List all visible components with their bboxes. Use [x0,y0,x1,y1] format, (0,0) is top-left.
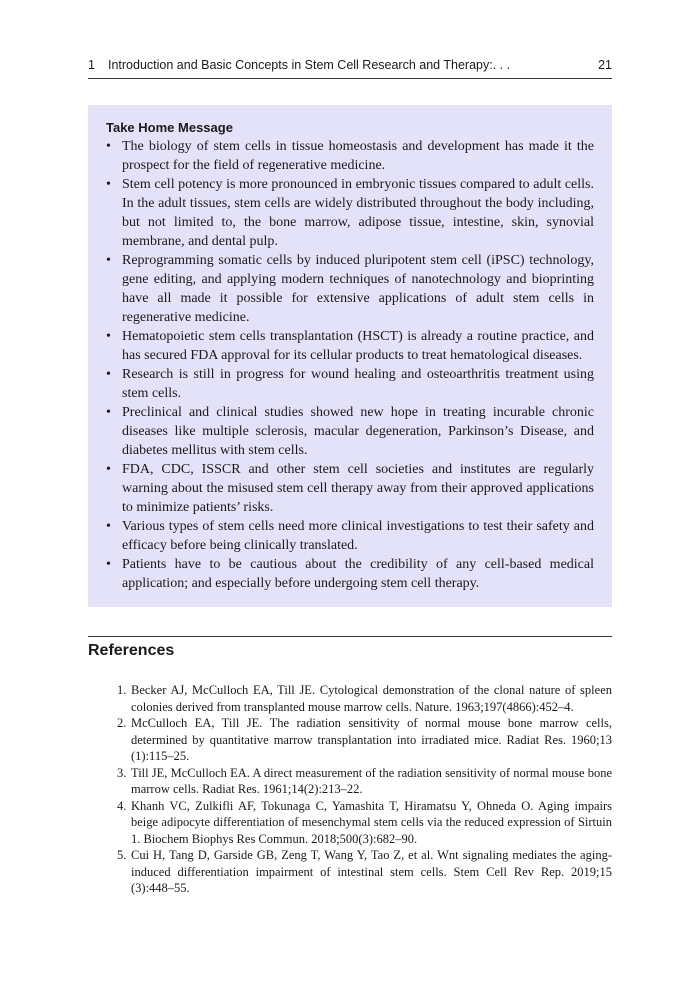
bullet-icon: • [106,139,111,154]
bullet-icon: • [106,367,111,382]
reference-item [117,765,612,798]
bullet-icon: • [106,253,111,268]
reference-item [117,682,612,715]
take-home-item-text: Reprogramming somatic cells by induced pluripotent stem cell (iPSC) technology, gene editing, and applying modern techniques of nanotechnology and bioprinting have all made it possible for extensive applications of adult stem cells in regenerative medicine. [122,253,594,325]
take-home-item [106,403,594,460]
take-home-item [106,365,594,403]
chapter-title: Introduction and Basic Concepts in Stem Cell Research and Therapy:. . . [108,58,511,72]
take-home-item [106,251,594,327]
section-divider [88,636,612,637]
bullet-icon: • [106,519,111,534]
bullet-icon: • [106,462,111,477]
reference-text: McCulloch EA, Till JE. The radiation sensitivity of normal mouse bone marrow cells, determined by quantitative marrow transplantation into irradiated mice. Radiat Res. 1960;13 (1):115–25. [131,716,612,763]
reference-number: 5. [117,848,127,862]
take-home-list [106,137,594,593]
take-home-item [106,175,594,251]
take-home-item [106,460,594,517]
take-home-item-text: The biology of stem cells in tissue homeostasis and development has made it the prospect for the field of regenerative medicine. [122,139,594,173]
take-home-item [106,555,594,593]
bullet-icon: • [106,329,111,344]
take-home-item-text: Stem cell potency is more pronounced in embryonic tissues compared to adult cells. In the adult tissues, stem cells are widely distributed throughout the body including, but not limited to, the bone marrow, adipose tissue, intestine, skin, synovial membrane, and dental pulp. [122,177,594,249]
bullet-icon: • [106,177,111,192]
reference-list [117,682,612,897]
reference-item [117,715,612,765]
bullet-icon: • [106,405,111,420]
running-header [88,58,612,79]
reference-number: 4. [117,798,127,813]
reference-text: Till JE, McCulloch EA. A direct measurement of the radiation sensitivity of normal mouse bone marrow cells. Radiat Res. 1961;14(2):213–22. [131,765,612,796]
reference-number: 1. [117,683,127,697]
take-home-message-box [88,105,612,607]
take-home-item [106,137,594,175]
take-home-item-text: Patients have to be cautious about the credibility of any cell-based medical application; and especially before undergoing stem cell therapy. [122,557,594,591]
reference-number: 3. [117,765,127,780]
take-home-item [106,517,594,555]
reference-text: Becker AJ, McCulloch EA, Till JE. Cytological demonstration of the clonal nature of spleen colonies derived from transplanted mouse marrow cells. Nature. 1963;197(4866):452–4. [131,683,612,714]
take-home-item-text: FDA, CDC, ISSCR and other stem cell societies and institutes are regularly warning about the misused stem cell therapy away from their approved applications to minimize patients’ risks. [122,462,594,515]
take-home-item-text: Research is still in progress for wound healing and osteoarthritis treatment using stem cells. [122,367,594,401]
take-home-item [106,327,594,365]
bullet-icon: • [106,557,111,572]
reference-number: 2. [117,716,127,730]
take-home-item-text: Preclinical and clinical studies showed new hope in treating incurable chronic diseases like multiple sclerosis, macular degeneration, Parkinson’s Disease, and diabetes mellitus with stem cells. [122,405,594,458]
take-home-item-text: Hematopoietic stem cells transplantation (HSCT) is already a routine practice, and has secured FDA approval for its cellular products to treat hematological diseases. [122,329,594,363]
reference-text: Cui H, Tang D, Garside GB, Zeng T, Wang Y, Tao Z, et al. Wnt signaling mediates the aging-induced differentiation impairment of intestinal stem cells. Stem Cell Rev Rep. 2019;15 (3):448–55. [131,848,612,895]
take-home-heading: Take Home Message [106,120,233,135]
chapter-number: 1 [88,58,95,72]
reference-text: Khanh VC, Zulkifli AF, Tokunaga C, Yamashita T, Hiramatsu Y, Ohneda O. Aging impairs beige adipocyte differentiation of mesenchymal stem cells via the reduced expression of Sirtuin 1. Biochem Biophys Res Commun. 2018;500(3):682–90. [131,798,612,846]
reference-item [117,847,612,897]
take-home-item-text: Various types of stem cells need more clinical investigations to test their safety and efficacy before being clinically translated. [122,519,594,553]
reference-item [117,798,612,848]
references-heading: References [88,642,175,659]
page-number: 21 [598,58,612,72]
